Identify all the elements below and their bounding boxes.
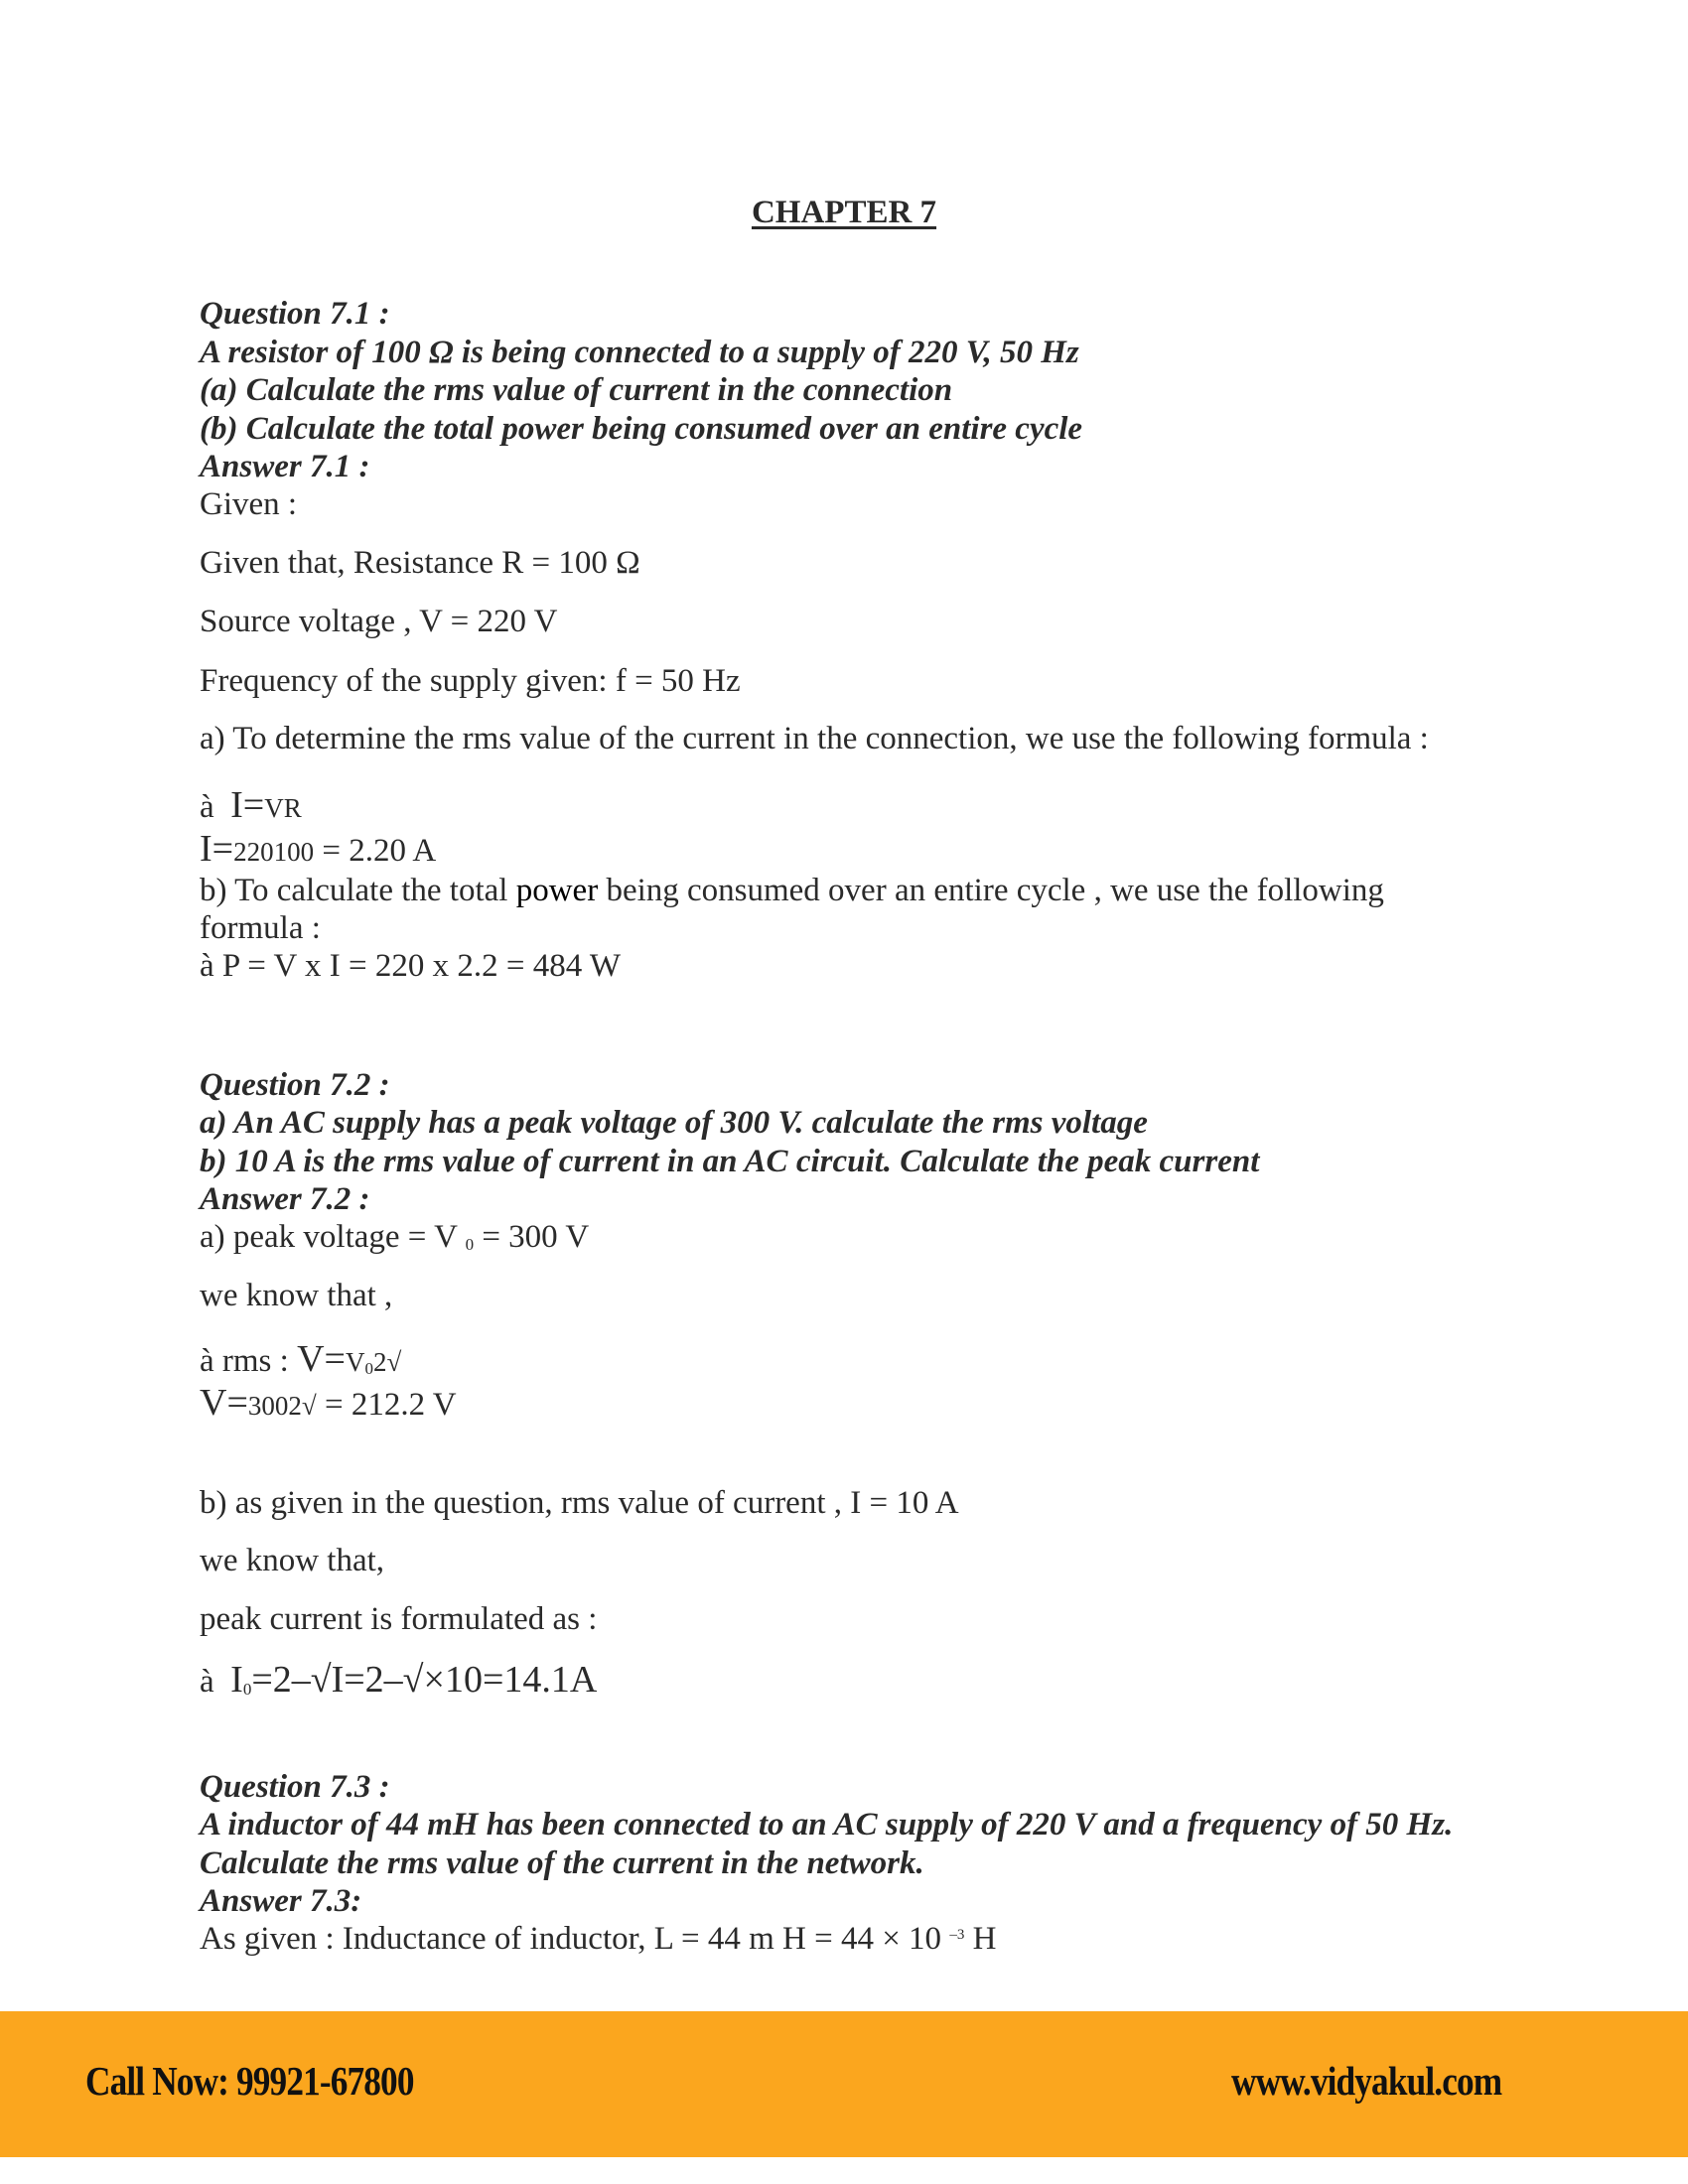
formula-lhs: I= [230, 784, 265, 826]
peak-formula-subscript: 0 [242, 1680, 252, 1699]
step-b-line2: formula : [200, 910, 321, 946]
formula-current [200, 786, 302, 824]
calc-rms [200, 1384, 457, 1422]
calc-result: = 2.20 A [314, 833, 437, 869]
peak-voltage-pre: a) peak voltage = V [200, 1219, 466, 1255]
calc-fraction: 220100 [233, 837, 315, 867]
question-heading: Question 7.1 : [200, 296, 390, 332]
rms-prefix: à rms : [200, 1343, 298, 1379]
step-b-pre: b) To calculate the total [200, 873, 516, 908]
peak-voltage-subscript: 0 [465, 1235, 475, 1254]
calc-lhs: I= [200, 828, 234, 870]
peak-formula-i: I [230, 1659, 243, 1701]
given-inductance-post: H [964, 1921, 997, 1957]
arrow-bullet: à [200, 789, 214, 825]
question-part-a: (a) Calculate the rms value of current in the connection [200, 372, 953, 408]
step-b-text [200, 875, 1384, 907]
step-b-post: being consumed over an entire cycle , we use the following [598, 873, 1384, 908]
rms-lhs: V= [297, 1338, 346, 1380]
calc-fraction: 3002√ [247, 1391, 317, 1421]
question-part-b: (b) Calculate the total power being consumed over an entire cycle [200, 411, 1083, 447]
question-text: A resistor of 100 Ω is being connected to a supply of 220 V, 50 Hz [200, 335, 1079, 370]
answer-heading: Answer 7.3: [200, 1883, 362, 1919]
answer-heading: Answer 7.2 : [200, 1181, 370, 1217]
step-b-power: power [515, 873, 599, 908]
question-heading: Question 7.2 : [200, 1067, 390, 1103]
footer-banner [0, 2011, 1688, 2157]
given-resistance: Given that, Resistance R = 100 Ω [200, 545, 640, 581]
calc-lhs: V= [200, 1382, 248, 1424]
formula-rhs: VR [264, 793, 302, 823]
calc-result: = 212.2 V [316, 1387, 457, 1423]
we-know-that-2: we know that, [200, 1543, 385, 1578]
chapter-title: CHAPTER 7 [751, 195, 937, 230]
arrow-bullet: à [200, 1664, 214, 1700]
part-b-answer: b) as given in the question, rms value of current , I = 10 A [200, 1485, 959, 1521]
answer-heading: Answer 7.1 : [200, 449, 370, 484]
given-inductance [200, 1923, 996, 1956]
rms-rhs-v: V [345, 1347, 365, 1377]
rms-rhs-subscript: 0 [364, 1359, 373, 1378]
formula-rms [200, 1340, 401, 1378]
question-text-line2: Calculate the rms value of the current in the network. [200, 1845, 924, 1881]
exponent: –3 [949, 1927, 965, 1943]
given-inductance-pre: As given : Inductance of inductor, L = 44 m H = 44 × 10 [200, 1921, 950, 1957]
peak-voltage-post: = 300 V [474, 1219, 590, 1255]
question-part-b: b) 10 A is the rms value of current in an AC circuit. Calculate the peak current [200, 1144, 1260, 1179]
calc-current [200, 830, 436, 868]
formula-power: à P = V x I = 220 x 2.2 = 484 W [200, 948, 622, 984]
call-now-phone[interactable]: Call Now: 99921-67800 [85, 2058, 414, 2104]
given-frequency: Frequency of the supply given: f = 50 Hz [200, 663, 741, 699]
peak-voltage [200, 1221, 589, 1254]
rms-rhs-rest: 2√ [372, 1347, 402, 1377]
peak-formulated: peak current is formulated as : [200, 1601, 598, 1637]
question-part-a: a) An AC supply has a peak voltage of 300 V. calculate the rms voltage [200, 1105, 1148, 1141]
we-know-that: we know that , [200, 1278, 393, 1313]
formula-peak-current [200, 1661, 597, 1699]
question-heading: Question 7.3 : [200, 1769, 390, 1805]
step-a-text: a) To determine the rms value of the current in the connection, we use the following formula : [200, 721, 1429, 756]
given-label: Given : [200, 486, 298, 522]
question-text-line1: A inductor of 44 mH has been connected to an AC supply of 220 V and a frequency of 50 Hz. [200, 1807, 1454, 1843]
peak-formula-rest: =2–√I=2–√×10=14.1A [251, 1659, 598, 1701]
website-link[interactable]: www.vidyakul.com [1231, 2058, 1502, 2104]
given-voltage: Source voltage , V = 220 V [200, 604, 558, 639]
